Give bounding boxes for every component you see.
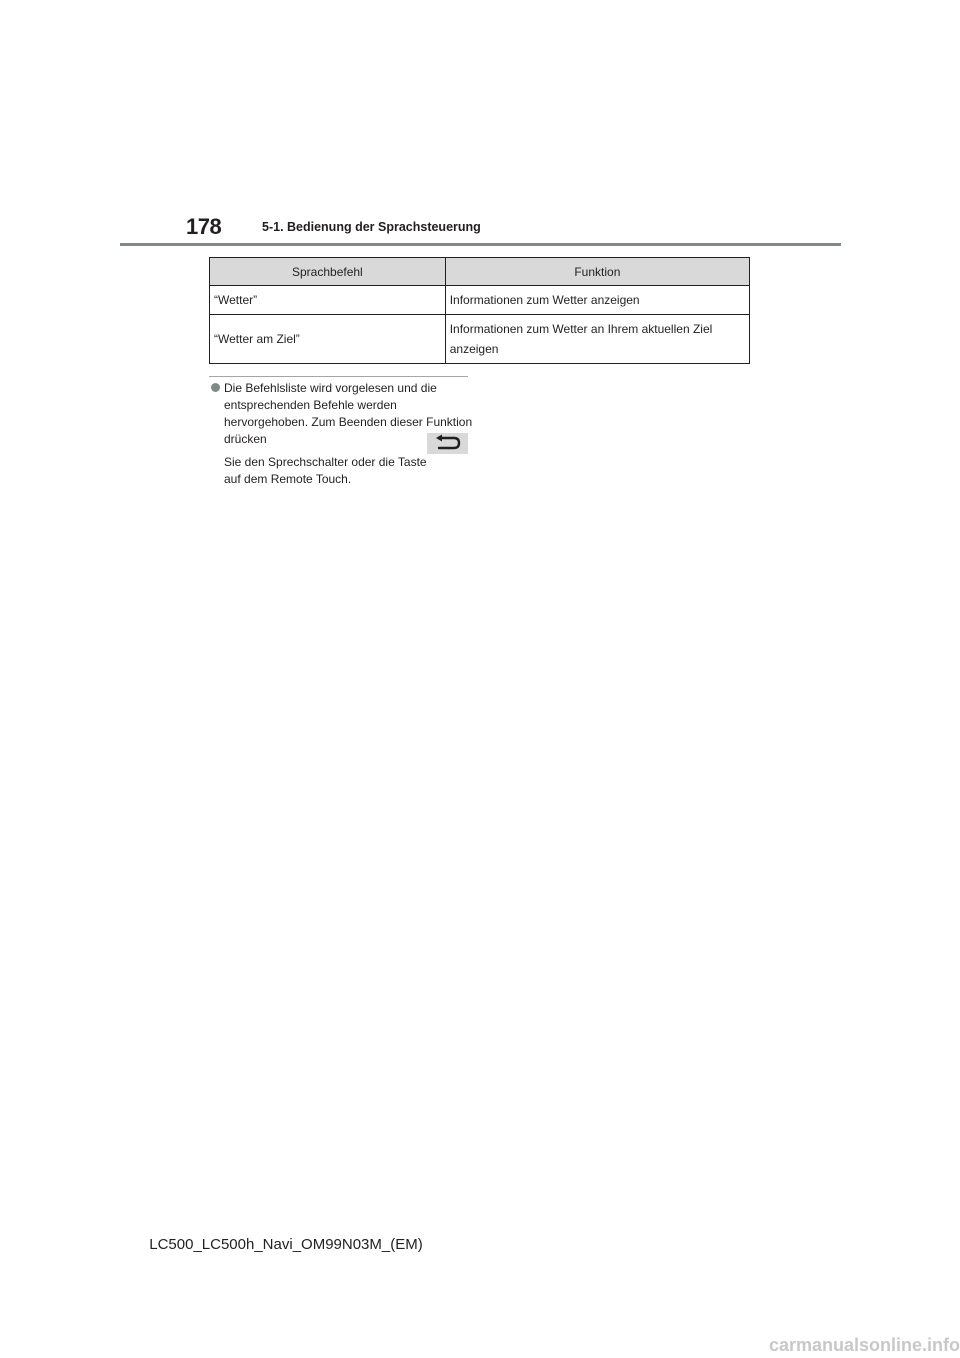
- note-line-2b: auf dem Remote Touch.: [224, 472, 352, 486]
- function-cell: Informationen zum Wetter anzeigen: [445, 286, 749, 315]
- footer: [0, 1236, 960, 1253]
- command-cell: “Wetter”: [210, 286, 446, 315]
- section-title: 5-1. Bedienung der Sprachsteuerung: [262, 220, 481, 234]
- bullet-icon: [211, 383, 220, 392]
- function-cell: Informationen zum Wetter an Ihrem aktuellen Ziel anzeigen: [445, 315, 749, 364]
- table-header-row: [210, 258, 750, 286]
- note-block: [211, 380, 473, 488]
- page-number: 178: [186, 214, 222, 239]
- document-code: LC500_LC500h_Navi_OM99N03M_(EM): [149, 1236, 423, 1253]
- note-line-1: Die Befehlsliste wird vorgelesen und die entsprechenden Befehle werden hervorgehoben. Zum Beenden dieser Funktion drücken: [224, 381, 473, 446]
- back-arrow-icon: [427, 433, 468, 454]
- command-cell: “Wetter am Ziel”: [210, 315, 446, 364]
- note-line-2: [224, 454, 473, 488]
- header-divider: [120, 243, 841, 246]
- voice-command-table: [209, 257, 750, 364]
- table-row: [210, 286, 750, 315]
- table-row: [210, 315, 750, 364]
- note-line-2a: Sie den Sprechschalter oder die Taste: [224, 455, 427, 469]
- column-header-function: Funktion: [445, 258, 749, 286]
- column-header-command: Sprachbefehl: [210, 258, 446, 286]
- watermark: carmanualsonline.info: [768, 1335, 960, 1355]
- note-divider: [209, 376, 468, 377]
